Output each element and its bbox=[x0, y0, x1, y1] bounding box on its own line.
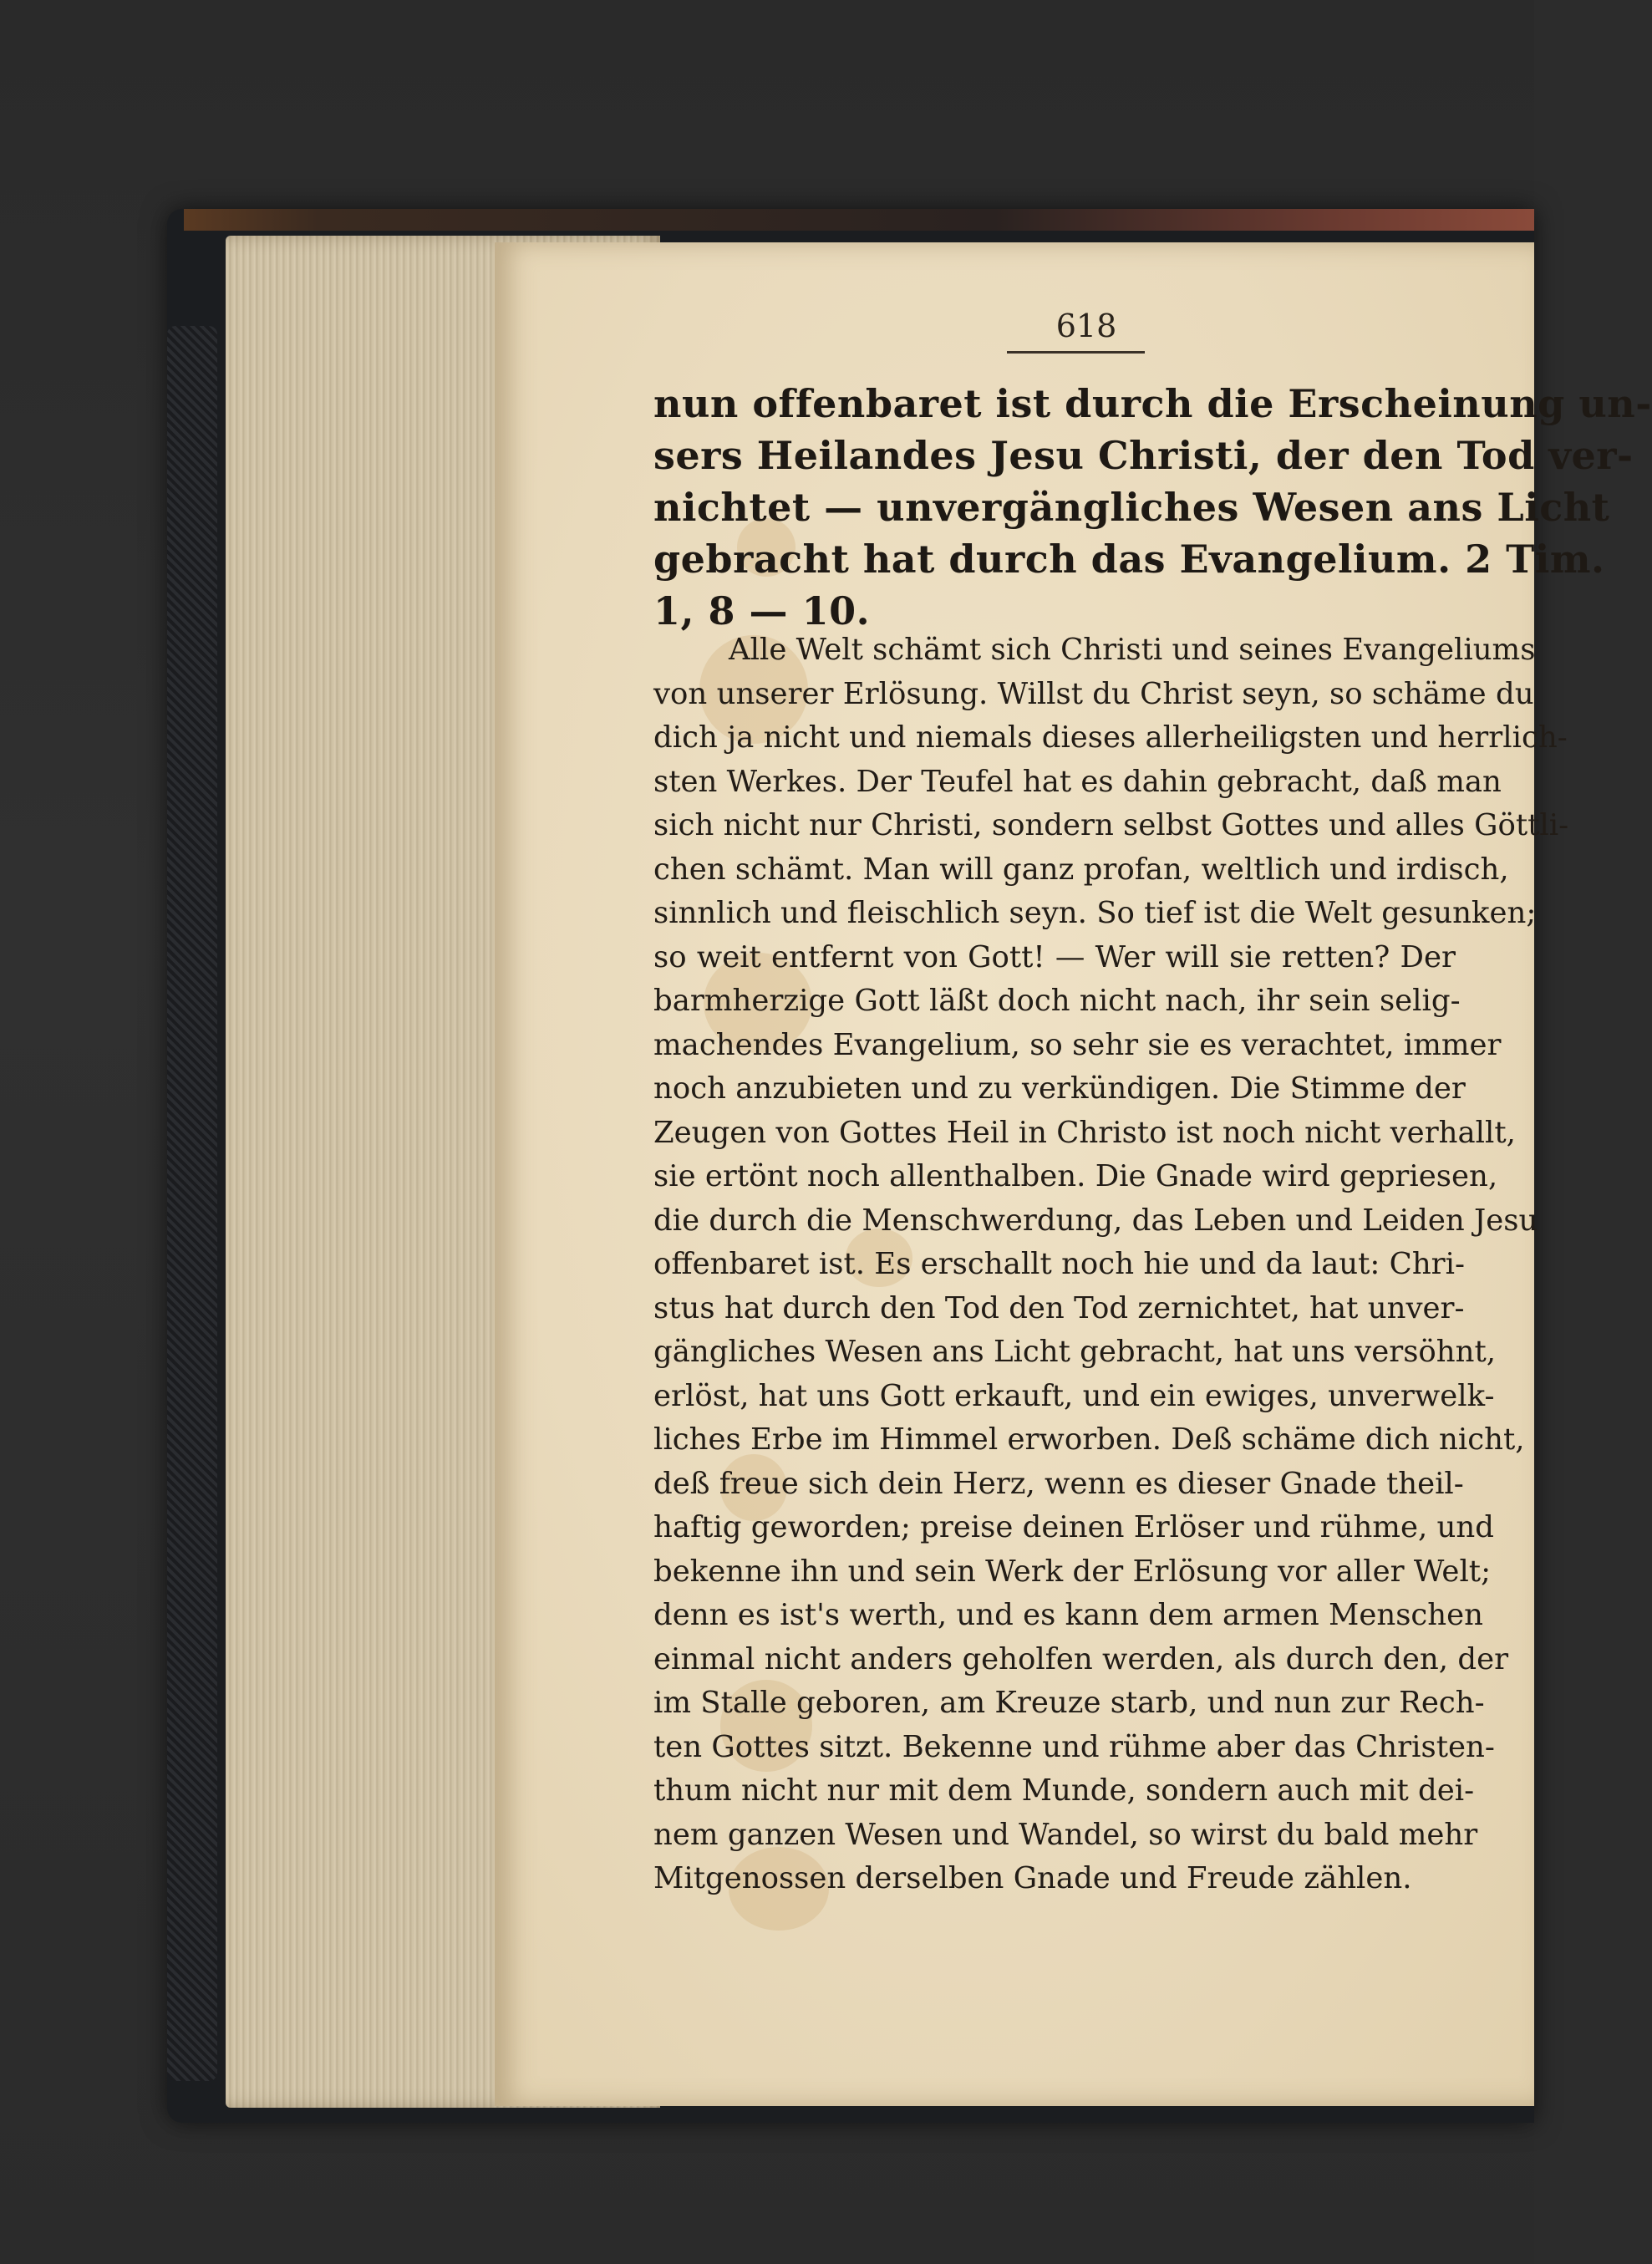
body-line: haftig geworden; preise deinen Erlöser und rühme, und bbox=[653, 1510, 1494, 1544]
page-number-rule bbox=[1007, 351, 1145, 354]
body-line: ten Gottes sitzt. Bekenne und rühme aber das Christen- bbox=[653, 1729, 1495, 1764]
page-number: 618 bbox=[1055, 308, 1117, 344]
body-line: machendes Evangelium, so sehr sie es verachtet, immer bbox=[653, 1027, 1502, 1062]
book-spine bbox=[167, 326, 217, 2081]
verse-line: sers Heilandes Jesu Christi, der den Tod ver- bbox=[653, 433, 1634, 478]
body-line: chen schämt. Man will ganz profan, weltlich und irdisch, bbox=[653, 852, 1509, 887]
body-paragraph bbox=[653, 628, 1569, 1901]
body-line: sie ertönt noch allenthalben. Die Gnade wird gepriesen, bbox=[653, 1159, 1498, 1193]
body-line: von unserer Erlösung. Willst du Christ seyn, so schäme du bbox=[653, 676, 1534, 711]
body-line: liches Erbe im Himmel erworben. Deß schäme dich nicht, bbox=[653, 1422, 1525, 1457]
body-line: gängliches Wesen ans Licht gebracht, hat uns versöhnt, bbox=[653, 1335, 1497, 1369]
cover-top-edge bbox=[184, 209, 1534, 231]
body-line: dich ja nicht und niemals dieses allerheiligsten und herrlich- bbox=[653, 720, 1568, 755]
body-line: so weit entfernt von Gott! — Wer will sie retten? Der bbox=[653, 939, 1456, 974]
body-line: thum nicht nur mit dem Munde, sondern auch mit dei- bbox=[653, 1773, 1475, 1808]
body-line: die durch die Menschwerdung, das Leben und Leiden Jesu bbox=[653, 1203, 1538, 1238]
body-line: deß freue sich dein Herz, wenn es dieser Gnade theil- bbox=[653, 1466, 1464, 1501]
verse-line: 1, 8 — 10. bbox=[653, 588, 871, 633]
verse-line: gebracht hat durch das Evangelium. 2 Tim. bbox=[653, 537, 1605, 582]
verse-line: nun offenbaret ist durch die Erscheinung un- bbox=[653, 381, 1652, 426]
body-line: Mitgenossen derselben Gnade und Freude zählen. bbox=[653, 1861, 1412, 1895]
body-line: einmal nicht anders geholfen werden, als durch den, der bbox=[653, 1641, 1509, 1676]
body-line: barmherzige Gott läßt doch nicht nach, ihr sein selig- bbox=[653, 984, 1461, 1018]
body-line: nem ganzen Wesen und Wandel, so wirst du bald mehr bbox=[653, 1817, 1478, 1852]
body-line: denn es ist's werth, und es kann dem armen Menschen bbox=[653, 1598, 1484, 1632]
body-line: sinnlich und fleischlich seyn. So tief ist die Welt gesunken; bbox=[653, 896, 1537, 930]
body-line: erlöst, hat uns Gott erkauft, und ein ewiges, unverwelk- bbox=[653, 1378, 1495, 1413]
body-line: stus hat durch den Tod den Tod zernichtet, hat unver- bbox=[653, 1290, 1465, 1325]
body-line: Alle Welt schämt sich Christi und seines Evangeliums bbox=[729, 633, 1536, 667]
body-line: im Stalle geboren, am Kreuze starb, und nun zur Rech- bbox=[653, 1686, 1485, 1720]
body-line: sten Werkes. Der Teufel hat es dahin gebracht, daß man bbox=[653, 764, 1502, 799]
body-line: noch anzubieten und zu verkündigen. Die Stimme der bbox=[653, 1071, 1466, 1106]
body-line: offenbaret ist. Es erschallt noch hie und da laut: Chri- bbox=[653, 1247, 1465, 1281]
body-line: bekenne ihn und sein Werk der Erlösung vor aller Welt; bbox=[653, 1554, 1492, 1589]
body-line: sich nicht nur Christi, sondern selbst Gottes und alles Göttli- bbox=[653, 808, 1569, 842]
verse-line: nichtet — unvergängliches Wesen ans Licht bbox=[653, 485, 1610, 530]
scripture-verse bbox=[653, 378, 1652, 637]
body-line: Zeugen von Gottes Heil in Christo ist noch nicht verhallt, bbox=[653, 1115, 1516, 1150]
